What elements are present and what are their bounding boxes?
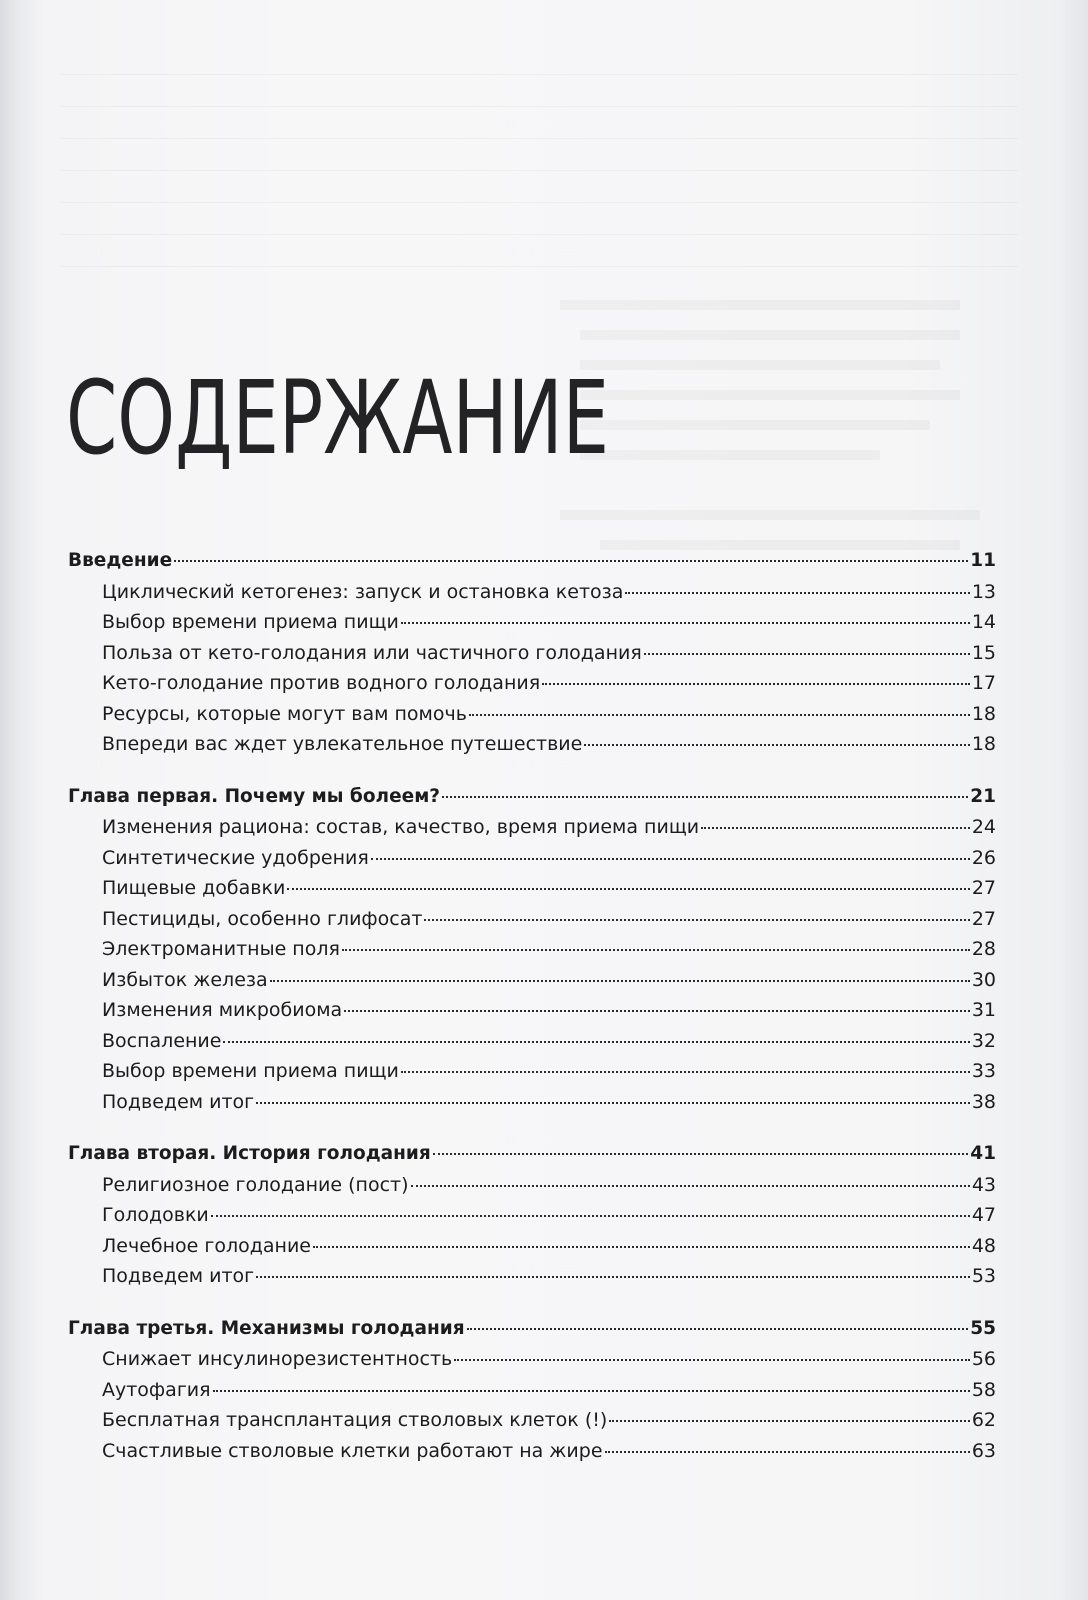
entry-title: Кето-голодание против водного голодания	[102, 672, 541, 694]
page-number: 28	[971, 938, 996, 960]
page-number: 56	[971, 1348, 996, 1370]
page-number: 41	[970, 1143, 996, 1164]
dot-leader	[223, 1041, 969, 1043]
page-number: 14	[971, 611, 996, 633]
dot-leader	[256, 1102, 970, 1104]
entry-title: Лечебное голодание	[102, 1234, 311, 1257]
toc-chapter-entry[interactable]	[68, 1318, 996, 1349]
toc-section-chapter-three	[68, 1318, 996, 1471]
entry-title: Электроманитные поля	[102, 938, 340, 960]
toc-chapter-entry[interactable]	[68, 786, 996, 817]
entry-title: Аутофагия	[102, 1378, 211, 1401]
page-number: 38	[971, 1090, 996, 1113]
toc-entry[interactable]	[68, 611, 996, 642]
dot-leader	[401, 622, 970, 624]
page-number: 15	[971, 641, 996, 664]
toc-entry[interactable]	[68, 672, 996, 703]
dot-leader	[701, 827, 970, 829]
chapter-title: Введение	[68, 550, 173, 571]
page-number: 32	[971, 1029, 996, 1052]
toc-chapter-entry[interactable]	[68, 1143, 996, 1174]
page-number: 21	[970, 785, 996, 807]
dot-leader	[401, 1071, 970, 1073]
toc-entry[interactable]	[68, 1235, 996, 1266]
entry-title: Пестициды, особенно глифосат	[102, 907, 423, 930]
entry-title: Снижает инсулинорезистентность	[102, 1348, 453, 1370]
toc-entry[interactable]	[68, 938, 996, 969]
toc-entry[interactable]	[68, 1174, 996, 1205]
entry-title: Избыток железа	[102, 968, 268, 991]
dot-leader	[371, 858, 970, 860]
dot-leader	[344, 1010, 970, 1012]
toc-entry[interactable]	[68, 581, 996, 612]
toc-entry[interactable]	[68, 1440, 996, 1471]
toc-entry[interactable]	[68, 733, 996, 764]
dot-leader	[584, 744, 969, 746]
entry-title: Подведем итог	[102, 1090, 255, 1113]
page-number: 13	[971, 580, 996, 603]
entry-title: Счастливые стволовые клетки работают на жире	[102, 1439, 603, 1462]
dot-leader	[174, 560, 968, 562]
dot-leader	[469, 714, 970, 716]
page-number: 48	[971, 1234, 996, 1257]
dot-leader	[287, 888, 970, 890]
toc-entry[interactable]	[68, 1348, 996, 1379]
entry-title: Ресурсы, которые могут вам помочь	[102, 702, 467, 725]
toc-chapter-entry[interactable]	[68, 550, 996, 581]
toc-entry[interactable]	[68, 1379, 996, 1410]
toc-entry[interactable]	[68, 816, 996, 847]
toc-entry[interactable]	[68, 877, 996, 908]
page-number: 55	[970, 1317, 996, 1339]
chapter-title: Глава третья. Механизмы голодания	[68, 1317, 465, 1339]
dot-leader	[609, 1420, 970, 1422]
entry-title: Польза от кето-голодания или частичного голодания	[102, 641, 642, 664]
entry-title: Пищевые добавки	[102, 877, 286, 899]
page-number: 53	[971, 1265, 996, 1287]
entry-title: Бесплатная трансплантация стволовых клеток (!)	[102, 1409, 608, 1431]
toc-entry[interactable]	[68, 999, 996, 1030]
dot-leader	[411, 1185, 970, 1187]
toc-entry[interactable]	[68, 847, 996, 878]
toc-entry[interactable]	[68, 1265, 996, 1296]
page-number: 17	[971, 672, 996, 694]
entry-title: Религиозное голодание (пост)	[102, 1173, 409, 1196]
chapter-title: Глава вторая. История голодания	[68, 1143, 431, 1164]
dot-leader	[213, 1390, 970, 1392]
dot-leader	[442, 796, 968, 798]
toc-entry[interactable]	[68, 1091, 996, 1122]
toc-entry[interactable]	[68, 642, 996, 673]
dot-leader	[211, 1215, 970, 1217]
dot-leader	[605, 1451, 970, 1453]
page-number: 24	[971, 816, 996, 838]
page-number: 33	[971, 1060, 996, 1082]
page-number: 11	[970, 550, 996, 571]
entry-title: Впереди вас ждет увлекательное путешествие	[102, 733, 583, 755]
dot-leader	[270, 980, 970, 982]
page-number: 58	[971, 1378, 996, 1401]
table-of-contents	[68, 550, 996, 1492]
dot-leader	[467, 1328, 969, 1330]
entry-title: Изменения микробиома	[102, 999, 343, 1021]
dot-leader	[454, 1359, 970, 1361]
dot-leader	[625, 592, 969, 594]
page-number: 63	[971, 1439, 996, 1462]
page-number: 62	[971, 1409, 996, 1431]
dot-leader	[424, 919, 969, 921]
dot-leader	[644, 653, 970, 655]
page-number: 31	[971, 999, 996, 1021]
dot-leader	[313, 1246, 970, 1248]
toc-entry[interactable]	[68, 1409, 996, 1440]
chapter-title: Глава первая. Почему мы болеем?	[68, 785, 441, 807]
page-number: 43	[971, 1173, 996, 1196]
toc-entry[interactable]	[68, 969, 996, 1000]
toc-entry[interactable]	[68, 703, 996, 734]
toc-section-introduction	[68, 550, 996, 764]
page-number: 26	[971, 846, 996, 869]
toc-entry[interactable]	[68, 908, 996, 939]
page-number: 47	[971, 1204, 996, 1226]
toc-entry[interactable]	[68, 1204, 996, 1235]
toc-entry[interactable]	[68, 1060, 996, 1091]
entry-title: Выбор времени приема пищи	[102, 1060, 399, 1082]
entry-title: Воспаление	[102, 1029, 222, 1052]
dot-leader	[542, 683, 970, 685]
page-number: 27	[971, 877, 996, 899]
entry-title: Голодовки	[102, 1204, 209, 1226]
page-title: СОДЕРЖАНИЕ	[66, 359, 610, 479]
entry-title: Циклический кетогенез: запуск и остановка кетоза	[102, 580, 624, 603]
page-number: 18	[971, 733, 996, 755]
entry-title: Изменения рациона: состав, качество, время приема пищи	[102, 816, 700, 838]
dot-leader	[342, 949, 970, 951]
page-number: 27	[971, 907, 996, 930]
entry-title: Выбор времени приема пищи	[102, 611, 399, 633]
toc-entry[interactable]	[68, 1030, 996, 1061]
entry-title: Подведем итог	[102, 1265, 255, 1287]
dot-leader	[433, 1153, 968, 1155]
page-number: 18	[971, 702, 996, 725]
entry-title: Синтетические удобрения	[102, 846, 369, 869]
toc-section-chapter-one	[68, 786, 996, 1122]
page-number: 30	[971, 968, 996, 991]
toc-section-chapter-two	[68, 1143, 996, 1296]
dot-leader	[256, 1276, 970, 1278]
